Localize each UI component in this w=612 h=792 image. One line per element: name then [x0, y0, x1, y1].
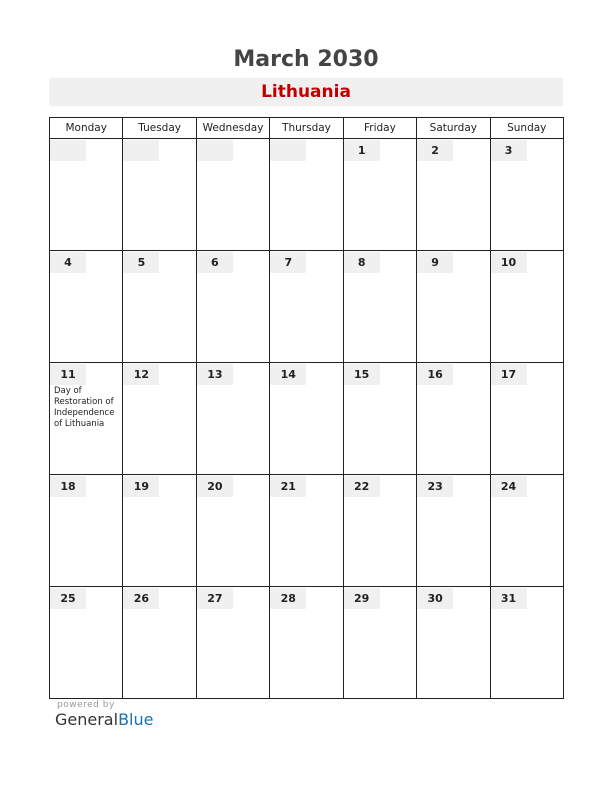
day-number: 22 — [344, 476, 380, 497]
logo-blue: Blue — [118, 710, 154, 729]
day-cell — [196, 475, 269, 587]
day-number: 1 — [344, 140, 380, 161]
day-cell — [270, 251, 343, 363]
day-cell — [490, 587, 563, 699]
week-row-4 — [50, 475, 564, 587]
day-number: 24 — [491, 476, 527, 497]
week-row-3 — [50, 363, 564, 475]
weekday-thursday: Thursday — [270, 118, 343, 139]
day-cell — [123, 475, 196, 587]
country-name: Lithuania — [261, 82, 351, 102]
day-number: 7 — [270, 252, 306, 273]
day-number: 31 — [491, 588, 527, 609]
day-cell — [343, 475, 416, 587]
day-cell — [270, 139, 343, 251]
day-number: 10 — [491, 252, 527, 273]
calendar-grid — [49, 117, 564, 699]
footer-brand[interactable] — [55, 700, 153, 729]
day-cell — [196, 251, 269, 363]
day-cell — [123, 251, 196, 363]
day-number: 19 — [123, 476, 159, 497]
day-number: 23 — [417, 476, 453, 497]
day-number: 20 — [197, 476, 233, 497]
weekday-saturday: Saturday — [417, 118, 490, 139]
day-cell — [343, 587, 416, 699]
day-number: 28 — [270, 588, 306, 609]
day-cell — [50, 475, 123, 587]
day-number: 9 — [417, 252, 453, 273]
logo-general: General — [55, 710, 119, 729]
day-cell — [270, 587, 343, 699]
day-number: 3 — [491, 140, 527, 161]
day-cell — [343, 139, 416, 251]
day-number: 4 — [50, 252, 86, 273]
week-row-1 — [50, 139, 564, 251]
holiday-line: Day of — [54, 386, 82, 396]
day-number: 21 — [270, 476, 306, 497]
day-number: 13 — [197, 364, 233, 385]
day-number: 25 — [50, 588, 86, 609]
day-number: 26 — [123, 588, 159, 609]
day-number: 30 — [417, 588, 453, 609]
day-number — [197, 140, 233, 161]
day-cell — [490, 251, 563, 363]
day-number: 11 — [50, 364, 86, 385]
day-cell — [196, 363, 269, 475]
day-cell — [417, 475, 490, 587]
day-number: 2 — [417, 140, 453, 161]
day-number: 16 — [417, 364, 453, 385]
day-cell — [417, 139, 490, 251]
holiday-label — [54, 386, 122, 430]
weekday-header-row — [50, 118, 564, 139]
day-cell — [123, 363, 196, 475]
day-number: 6 — [197, 252, 233, 273]
generalblue-logo — [55, 710, 153, 729]
holiday-line: Independence — [54, 408, 115, 418]
holiday-line: of Lithuania — [54, 419, 105, 429]
week-row-5 — [50, 587, 564, 699]
day-cell — [196, 139, 269, 251]
day-cell — [417, 363, 490, 475]
day-cell — [270, 363, 343, 475]
day-cell — [270, 475, 343, 587]
day-cell — [490, 139, 563, 251]
weekday-monday: Monday — [50, 118, 123, 139]
day-number: 12 — [123, 364, 159, 385]
weekday-tuesday: Tuesday — [123, 118, 196, 139]
day-number: 29 — [344, 588, 380, 609]
day-number: 8 — [344, 252, 380, 273]
weekday-sunday: Sunday — [490, 118, 563, 139]
day-number — [123, 140, 159, 161]
day-cell — [196, 587, 269, 699]
day-number — [50, 140, 86, 161]
day-number: 27 — [197, 588, 233, 609]
day-cell — [50, 587, 123, 699]
day-cell — [343, 251, 416, 363]
week-row-2 — [50, 251, 564, 363]
day-cell — [490, 475, 563, 587]
powered-by-text: powered by — [57, 700, 115, 710]
day-number: 17 — [491, 364, 527, 385]
day-cell — [490, 363, 563, 475]
day-number: 5 — [123, 252, 159, 273]
day-cell — [50, 363, 123, 475]
day-cell — [50, 251, 123, 363]
day-number: 15 — [344, 364, 380, 385]
day-cell — [123, 139, 196, 251]
day-number — [270, 140, 306, 161]
day-cell — [417, 587, 490, 699]
weekday-wednesday: Wednesday — [196, 118, 269, 139]
page-title: March 2030 — [233, 47, 379, 72]
country-banner — [49, 78, 563, 106]
day-cell — [50, 139, 123, 251]
day-number: 18 — [50, 476, 86, 497]
weekday-friday: Friday — [343, 118, 416, 139]
day-cell — [417, 251, 490, 363]
day-cell — [343, 363, 416, 475]
holiday-line: Restoration of — [54, 397, 114, 407]
day-number: 14 — [270, 364, 306, 385]
day-cell — [123, 587, 196, 699]
